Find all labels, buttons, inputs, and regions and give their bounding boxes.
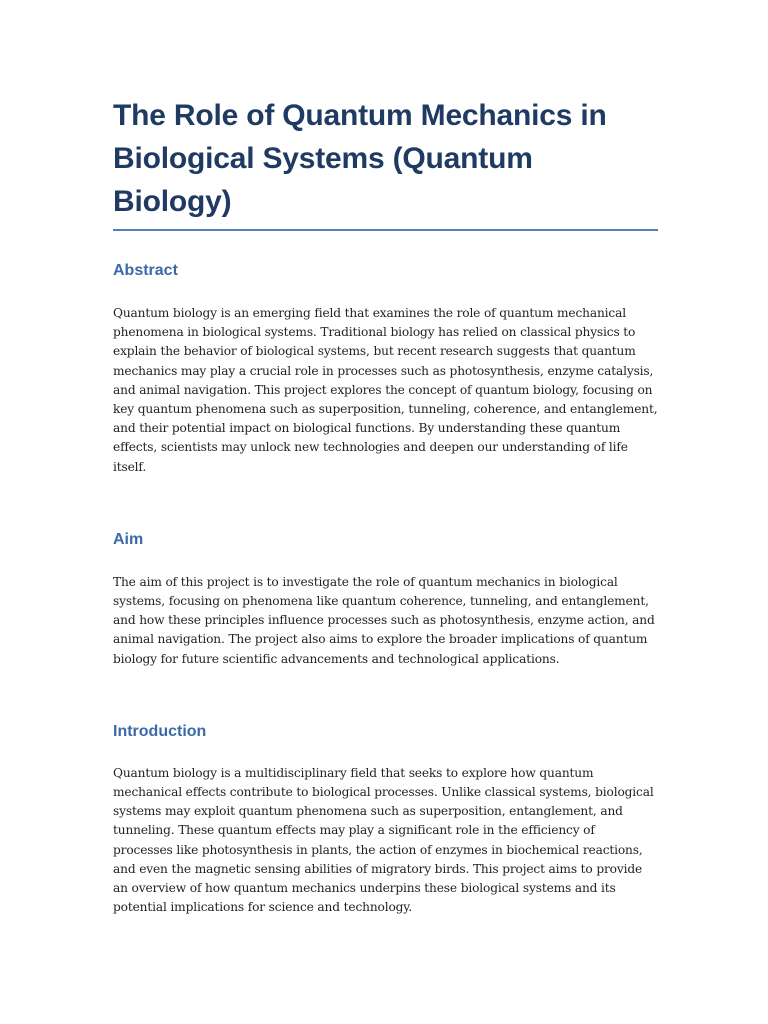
section-introduction: [113, 722, 658, 918]
document-title: The Role of Quantum Mechanics in Biological Systems (Quantum Biology): [113, 94, 658, 231]
section-aim: [113, 530, 658, 669]
section-body-introduction: Quantum biology is a multidisciplinary field that seeks to explore how quantum mechanical effects contribute to biological processes. Unlike classical systems, biological systems may exploit quantum phenomena such as superposition, entanglement, and tunneling. These quantum effects may play a significant role in the efficiency of processes like photosynthesis in plants, the action of enzymes in biochemical reactions, and even the magnetic sensing abilities of migratory birds. This project aims to provide an overview of how quantum mechanics underpins these biological systems and its potential implications for science and technology.: [113, 765, 654, 915]
section-body-aim: The aim of this project is to investigate the role of quantum mechanics in biological systems, focusing on phenomena like quantum coherence, tunneling, and entanglement, and how these principles influence processes such as photosynthesis, enzyme action, and animal navigation. The project also aims to explore the broader implications of quantum biology for future scientific advancements and technological applications.: [113, 574, 655, 666]
section-heading-abstract: Abstract: [113, 262, 178, 279]
section-heading-aim: Aim: [113, 530, 144, 548]
section-heading-introduction: Introduction: [113, 722, 207, 740]
section-body-abstract: Quantum biology is an emerging field that examines the role of quantum mechanical phenomena in biological systems. Traditional biology has relied on classical physics to explain the behavior of biological systems, but recent research suggests that quantum mechanics may play a crucial role in processes such as photosynthesis, enzyme catalysis, and animal navigation. This project explores the concept of quantum biology, focusing on key quantum phenomena such as superposition, tunneling, coherence, and entanglement, and their potential impact on biological functions. By understanding these quantum effects, scientists may unlock new technologies and deepen our understanding of life itself.: [113, 306, 658, 474]
section-abstract: [113, 261, 658, 477]
document-page: [113, 94, 658, 917]
